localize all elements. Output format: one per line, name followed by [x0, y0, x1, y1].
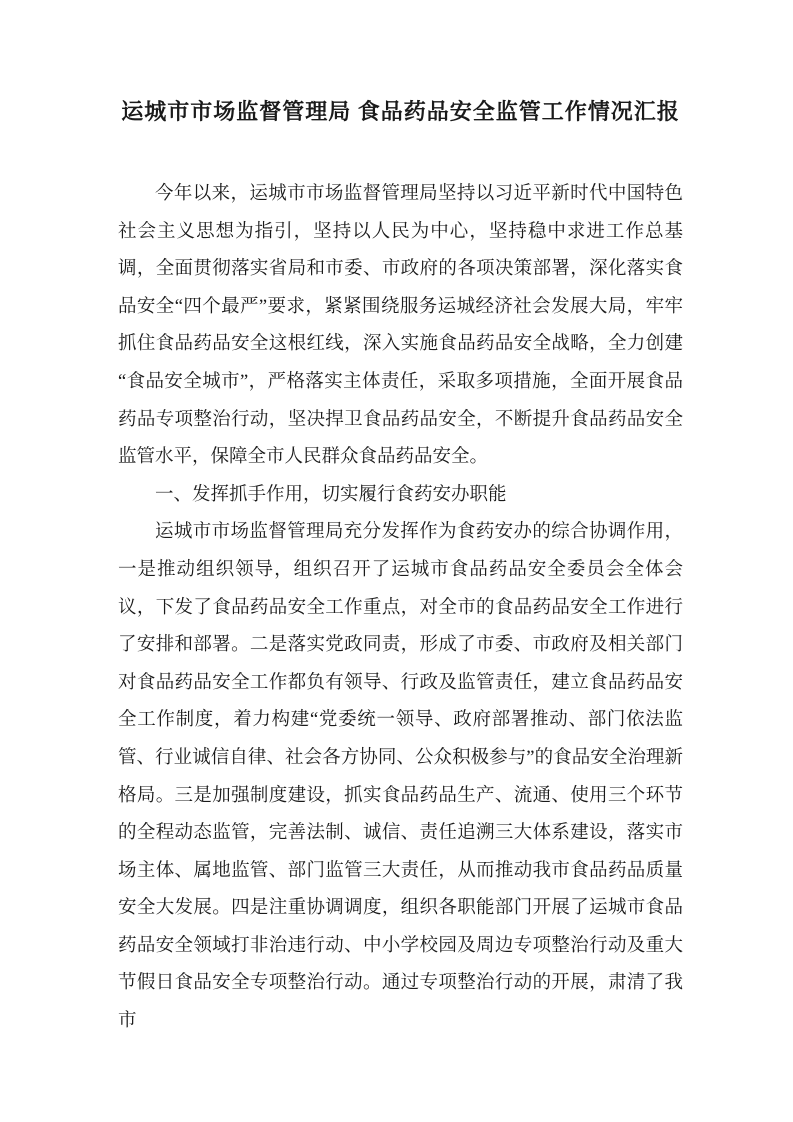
section-1-body-paragraph: 运城市市场监督管理局充分发挥作为食药安办的综合协调作用，一是推动组织领导，组织召开了运城市食品药品安全委员会全体会议，下发了食品药品安全工作重点，对全市的食品药品安全工作进行了安排和部署。二是落实党政同责，形成了市委、市政府及相关部门对食品药品安全工作都负有领导、行政及监管责任，建立食品药品安全工作制度，着力构建“党委统一领导、政府部署推动、部门依法监管、行业诚信自律、社会各方协同、公众积极参与”的食品安全治理新格局。三是加强制度建设，抓实食品药品生产、流通、使用三个环节的全程动态监管，完善法制、诚信、责任追溯三大体系建设，落实市场主体、属地监管、部门监管三大责任，从而推动我市食品药品质量安全大发展。四是注重协调调度，组织各职能部门开展了运城市食品药品安全领域打非治违行动、中小学校园及周边专项整治行动及重大节假日食品安全专项整治行动。通过专项整治行动的开展，肃清了我市: [118, 522, 683, 1032]
intro-paragraph: 今年以来，运城市市场监督管理局坚持以习近平新时代中国特色社会主义思想为指引，坚持以人民为中心，坚持稳中求进工作总基调，全面贯彻落实省局和市委、市政府的各项决策部署，深化落实食品安全“四个最严”要求，紧紧围绕服务运城经济社会发展大局，牢牢抓住食品药品安全这根红线，深入实施食品药品安全战略，全力创建“食品安全城市”，严格落实主体责任，采取多项措施，全面开展食品药品专项整治行动，坚决捍卫食品药品安全，不断提升食品药品安全监管水平，保障全市人民群众食品药品安全。: [118, 184, 683, 468]
document-title: 运城市市场监督管理局 食品药品安全监管工作情况汇报: [121, 99, 680, 124]
section-1-heading: 一、发挥抓手作用，切实履行食药安办职能: [155, 484, 507, 505]
